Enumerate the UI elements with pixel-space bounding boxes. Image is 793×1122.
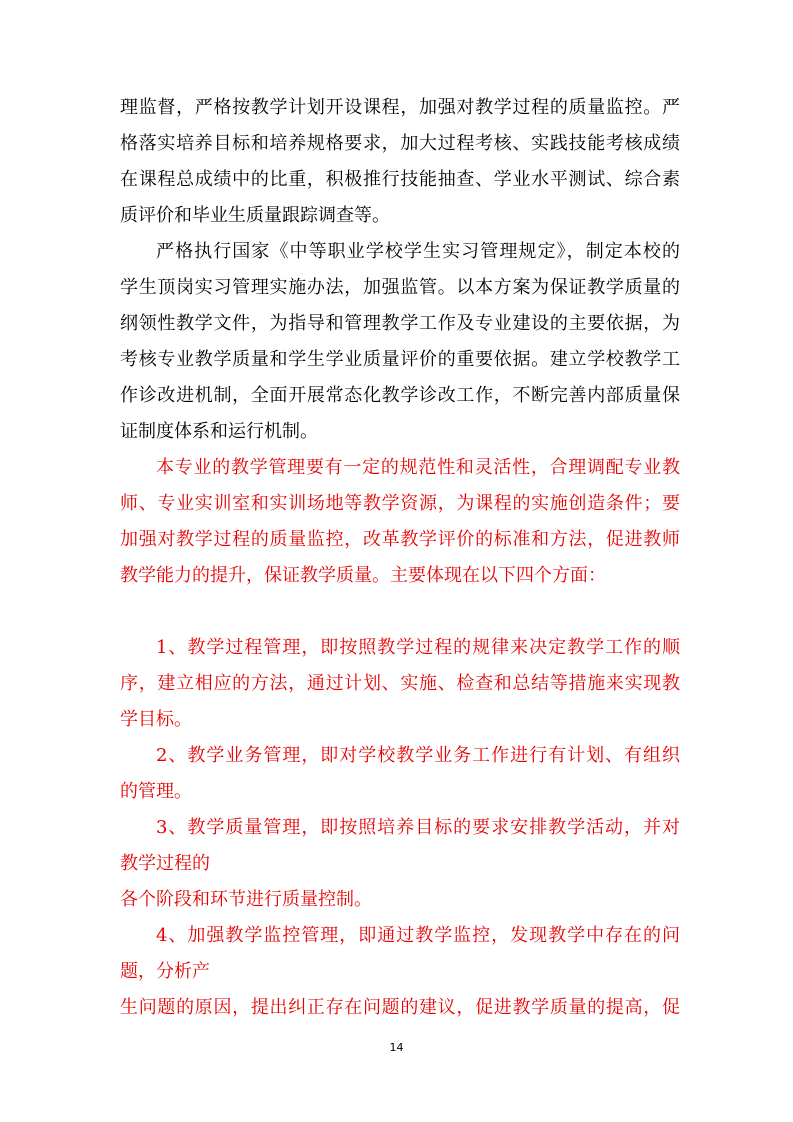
text-line: 的管理。 <box>120 781 192 802</box>
text-line: 教学能力的提升，保证教学质量。主要体现在以下四个方面： <box>120 565 606 586</box>
text-line: 教学过程的 <box>120 853 210 874</box>
text-line: 各个阶段和环节进行质量控制。 <box>120 889 372 910</box>
text-line: 在课程总成绩中的比重，积极推行技能抽查、学业水平测试、综合素 <box>120 169 680 190</box>
text-line: 3、教学质量管理，即按照培养目标的要求安排教学活动，并对 <box>156 817 680 838</box>
text-line: 学目标。 <box>120 709 192 730</box>
text-line: 格落实培养目标和培养规格要求，加大过程考核、实践技能考核成绩 <box>120 133 680 154</box>
text-line: 2、教学业务管理，即对学校教学业务工作进行有计划、有组织 <box>156 745 680 766</box>
text-line: 作诊改进机制，全面开展常态化教学诊改工作，不断完善内部质量保 <box>120 385 680 406</box>
text-line: 题，分析产 <box>120 961 210 982</box>
text-line: 纲领性教学文件，为指导和管理教学工作及专业建设的主要依据，为 <box>120 313 680 334</box>
text-line: 本专业的教学管理要有一定的规范性和灵活性，合理调配专业教 <box>156 457 680 478</box>
text-line: 理监督，严格按教学计划开设课程，加强对教学过程的质量监控。严 <box>120 97 680 118</box>
page-number: 14 <box>389 1041 404 1054</box>
text-line: 严格执行国家《中等职业学校学生实习管理规定》，制定本校的 <box>156 241 680 262</box>
text-line: 证制度体系和运行机制。 <box>120 421 318 442</box>
text-line: 序，建立相应的方法，通过计划、实施、检查和总结等措施来实现教 <box>120 673 680 694</box>
text-line: 1、教学过程管理，即按照教学过程的规律来决定教学工作的顺 <box>156 637 680 658</box>
text-line: 考核专业教学质量和学生学业质量评价的重要依据。建立学校教学工 <box>120 349 680 370</box>
text-line: 学生顶岗实习管理实施办法，加强监管。以本方案为保证教学质量的 <box>120 277 680 298</box>
text-line: 4、加强教学监控管理，即通过教学监控，发现教学中存在的问 <box>156 925 680 946</box>
text-line: 生问题的原因，提出纠正存在问题的建议，促进教学质量的提高，促 <box>120 997 680 1018</box>
text-line: 加强对教学过程的质量监控，改革教学评价的标准和方法，促进教师 <box>120 529 680 550</box>
text-line: 师、专业实训室和实训场地等教学资源，为课程的实施创造条件；要 <box>120 493 680 514</box>
text-line: 质评价和毕业生质量跟踪调查等。 <box>120 205 390 226</box>
